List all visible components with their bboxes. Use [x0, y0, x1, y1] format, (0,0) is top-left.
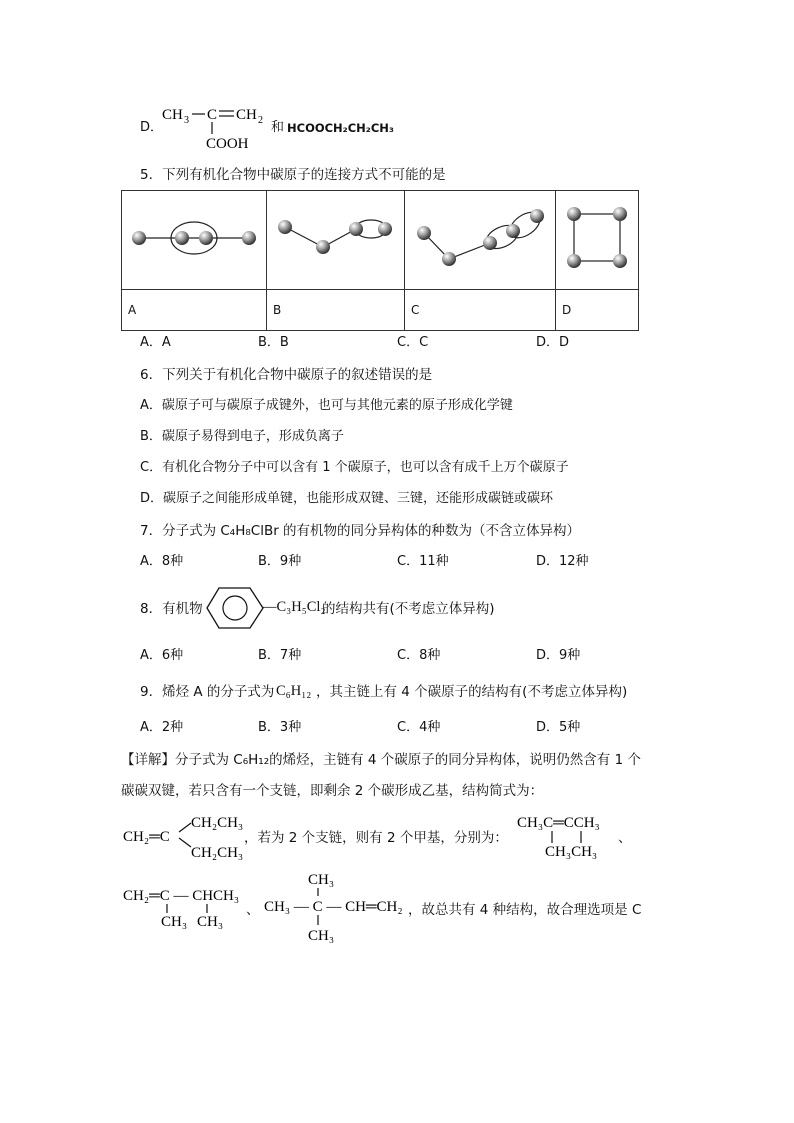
explain-separator-1: 、: [618, 830, 632, 846]
q7-option-a: A．8种: [140, 554, 184, 569]
q8-option-b: B．7种: [258, 648, 302, 663]
q9-prefix: 9．烯烃 A 的分子式为: [140, 684, 275, 700]
q5-option-d: D．D: [536, 335, 570, 350]
q6-option-b: B．碳原子易得到电子，形成负离子: [140, 429, 344, 444]
svg-text:CH₂═C: CH₂═C: [123, 829, 170, 845]
q8-option-d: D．9种: [536, 648, 581, 663]
q5-option-b: B．B: [258, 335, 289, 350]
explain-end-text: ，故总共有 4 种结构，故合理选项是 C: [408, 902, 642, 918]
q9-option-c: C．4种: [397, 720, 441, 735]
q5-diagram-c: [405, 191, 556, 290]
q6-option-c: C．有机化合物分子中可以含有 1 个碳原子，也可以含有成千上万个碳原子: [140, 460, 569, 475]
svg-text:3: 3: [184, 115, 189, 126]
svg-text:CH₃: CH₃: [197, 914, 224, 930]
svg-text:CH₃CH₃: CH₃CH₃: [545, 844, 598, 860]
q5-option-c: C．C: [397, 335, 429, 350]
svg-text:CH₃C═CCH₃: CH₃C═CCH₃: [517, 815, 600, 831]
structure-3: [121, 880, 251, 930]
explain-line-2: 碳碳双键，若只含有一个支链，即剩余 2 个碳形成乙基，结构简式为：: [121, 783, 544, 799]
q5-cell-label-a: A: [122, 290, 267, 331]
q4d-formula: HCOOCH₂CH₂CH₃: [287, 121, 394, 135]
q9-option-a: A．2种: [140, 720, 184, 735]
q5-cell-label-d: D: [556, 290, 639, 331]
svg-text:CH₃: CH₃: [161, 914, 188, 930]
q9-option-d: D．5种: [536, 720, 581, 735]
q7-option-b: B．9种: [258, 554, 302, 569]
q4-option-d-label: D．: [140, 120, 164, 135]
q9-suffix: ，其主链上有 4 个碳原子的结构有(不考虑立体异构): [316, 684, 628, 700]
q4d-and: 和: [271, 120, 285, 135]
svg-text:CH₃ — C — CH═CH₂: CH₃ — C — CH═CH₂: [264, 899, 403, 915]
q8-group: —C₃H₅Cl₂: [262, 599, 326, 615]
q7-text: 7．分子式为 C₄H₈ClBr 的有机物的同分异构体的种数为（不含立体异构）: [140, 523, 581, 539]
q6-option-d: D．碳原子之间能形成单键，也能形成双键、三键，还能形成碳链或碳环: [140, 491, 554, 506]
q5-diagram-b: [267, 191, 405, 290]
svg-text:2: 2: [258, 115, 263, 126]
explain-mid-text: ，若为 2 个支链，则有 2 个甲基，分别为：: [244, 830, 508, 846]
explain-separator-2: 、: [246, 902, 260, 918]
q6-text: 6．下列关于有机化合物中碳原子的叙述错误的是: [140, 367, 433, 383]
q6-option-a: A．碳原子可与碳原子成键外，也可与其他元素的原子形成化学键: [140, 398, 513, 413]
svg-text:CH₂═C — CHCH₃: CH₂═C — CHCH₃: [123, 888, 240, 904]
q5-table: [121, 190, 639, 331]
svg-text:C: C: [207, 107, 218, 123]
q5-option-a: A．A: [140, 335, 171, 350]
q7-option-c: C．11种: [397, 554, 449, 569]
q5-diagram-d: [556, 191, 639, 290]
explain-line-1: 【详解】分子式为 C₆H₁₂的烯烃，主链有 4 个碳原子的同分异构体，说明仍然含有 1 个: [121, 752, 641, 768]
structure-2: [515, 810, 620, 862]
q9-option-b: B．3种: [258, 720, 302, 735]
svg-text:CH: CH: [236, 107, 257, 123]
structure-4: [262, 867, 412, 947]
structure-1: [121, 810, 253, 862]
q5-text: 5．下列有机化合物中碳原子的连接方式不可能的是: [140, 167, 446, 183]
q8-suffix: 的结构共有(不考虑立体异构): [322, 601, 495, 617]
q9-formula: C₆H₁₂: [276, 683, 312, 699]
benzene-ring-icon: [205, 583, 265, 633]
q5-cell-label-c: C: [405, 290, 556, 331]
svg-text:CH: CH: [162, 107, 183, 123]
q5-cell-label-b: B: [267, 290, 405, 331]
q7-option-d: D．12种: [536, 554, 589, 569]
svg-text:CH₂CH₃: CH₂CH₃: [191, 845, 244, 861]
q8-option-a: A．6种: [140, 648, 184, 663]
svg-text:COOH: COOH: [206, 136, 249, 152]
q5-diagram-a: [122, 191, 267, 290]
q4d-structure: [160, 102, 272, 152]
q8-prefix: 8．有机物: [140, 601, 203, 617]
svg-text:CH₃: CH₃: [308, 872, 335, 888]
svg-text:CH₃: CH₃: [308, 928, 335, 944]
q8-option-c: C．8种: [397, 648, 441, 663]
svg-text:CH₂CH₃: CH₂CH₃: [191, 815, 244, 831]
